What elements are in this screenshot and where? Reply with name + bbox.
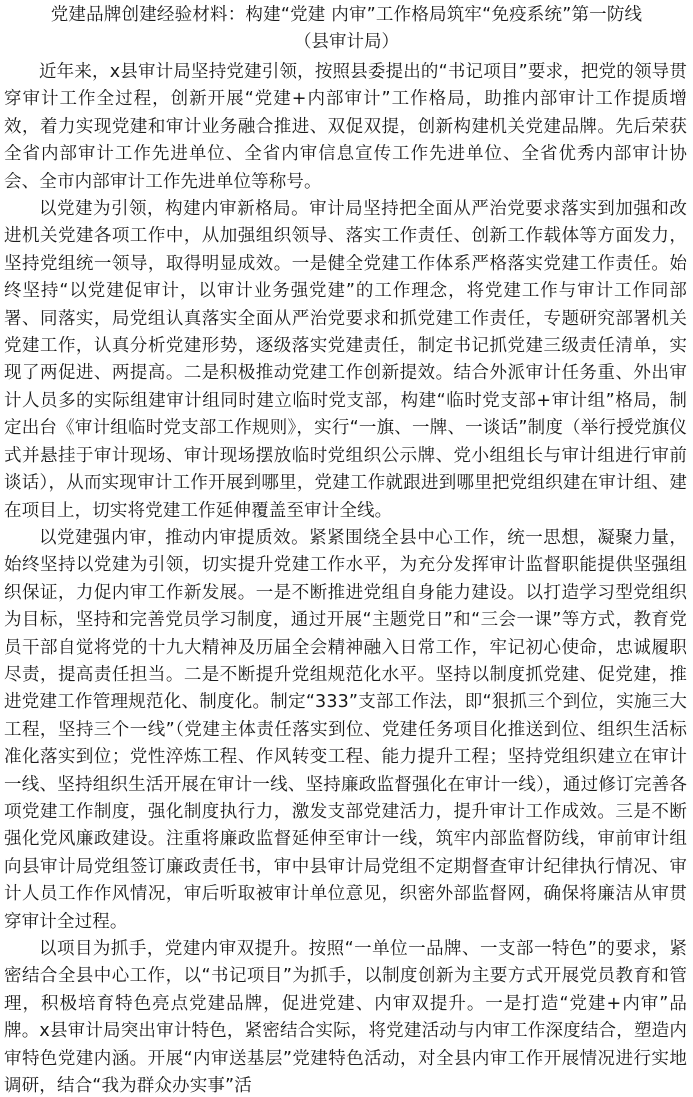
paragraph-party-leadership: 以党建为引领，构建内审新格局。审计局坚持把全面从严治党要求落实到加强和改进机关党建各项工作中，从加强组织领导、落实工作责任、创新工作载体等方面发力，坚持党组统一领导，取得明显成效。一是健全党建工作体系严格落实党建工作责任。始终坚持“以党建促审计，以审计业务强党建”的工作理念，将党建工作与审计工作同部署、同落实，局党组认真落实全面从严治党要求和抓党建工作责任，专题研究部署机关党建工作，认真分析党建形势，逐级落实党建责任，制定书记抓党建三级责任清单，实现了两促进、两提高。二是积极推动党建工作创新提效。结合外派审计任务重、外出审计人员多的实际组建审计组同时建立临时党支部，构建“临时党支部+审计组”格局，制定出台《审计组临时党支部工作规则》，实行“一旗、一牌、一谈话”制度（举行授党旗仪式并悬挂于审计现场、审计现场摆放临时党组织公示牌、党小组组长与审计组进行审前谈话），从而实现审计工作开展到哪里，党建工作就跟进到哪里把党组织建在审计组、建在项目上，切实将党建工作延伸覆盖至审计全线。: [4, 199, 687, 521]
paragraph-project-focus: 以项目为抓手，党建内审双提升。按照“一单位一品牌、一支部一特色”的要求，紧密结合全县中心工作，以“书记项目”为抓手，以制度创新为主要方式开展党员教育和管理，积极培育特色亮点党建品牌，促进党建、内审双提升。一是打造“党建+内审”品牌。x县审计局突出审计特色，紧密结合实际，将党建活动与内审工作深度结合，塑造内审特色党建内涵。开展“内审送基层”党建特色活动，对全县内审工作开展情况进行实地调研，结合“我为群众办实事”活: [4, 939, 687, 1097]
paragraph-intro: 近年来，x县审计局坚持党建引领，按照县委提出的“书记项目”要求，把党的领导贯穿审计工作全过程，创新开展“党建+内部审计”工作格局，助推内部审计工作提质增效，着力实现党建和审计业务融合推进、双促双提，创新构建机关党建品牌。先后荣获全省内部审计工作先进单位、全省内审信息宣传工作先进单位、全省优秀内部审计协会、全市内部审计工作先进单位等称号。: [4, 62, 687, 192]
paragraph-strengthen-audit: 以党建强内审，推动内审提质效。紧紧围绕全县中心工作，统一思想，凝聚力量，始终坚持以党建为引领，切实提升党建工作水平，为充分发挥审计监督职能提供坚强组织保证，力促内审工作新发展。一是不断推进党组自身能力建设。以打造学习型党组织为目标，坚持和完善党员学习制度，通过开展“主题党日”和“三会一课”等方式，教育党员干部自觉将党的十九大精神及历届全会精神融入日常工作，牢记初心使命，忠诚履职尽责，提高责任担当。二是不断提升党组规范化水平。坚持以制度抓党建、促党建，推进党建工作管理规范化、制度化。制定“333”支部工作法，即“狠抓三个到位，实施三大工程，坚持三个一线”（党建主体责任落实到位、党建任务项目化推送到位、组织生活标准化落实到位；党性淬炼工程、作风转变工程、能力提升工程；坚持党组织建立在审计一线、坚持组织生活开展在审计一线、坚持廉政监督强化在审计一线），通过修订完善各项党建工作制度，强化制度执行力，激发支部党建活力，提升审计工作成效。三是不断强化党风廉政建设。注重将廉政监督延伸至审计一线，筑牢内部监督防线，审前审计组向县审计局党组签订廉政责任书，审中县审计局党组不定期督查审计纪律执行情况、审计人员工作作风情况，审后听取被审计单位意见，织密外部监督网，确保将廉洁从审贯穿审计全过程。: [4, 527, 687, 932]
document-title: 党建品牌创建经验材料：构建“党建 内审”工作格局筑牢“免疫系统”第一防线: [50, 5, 643, 25]
document-subtitle: （县审计局）: [294, 32, 399, 52]
